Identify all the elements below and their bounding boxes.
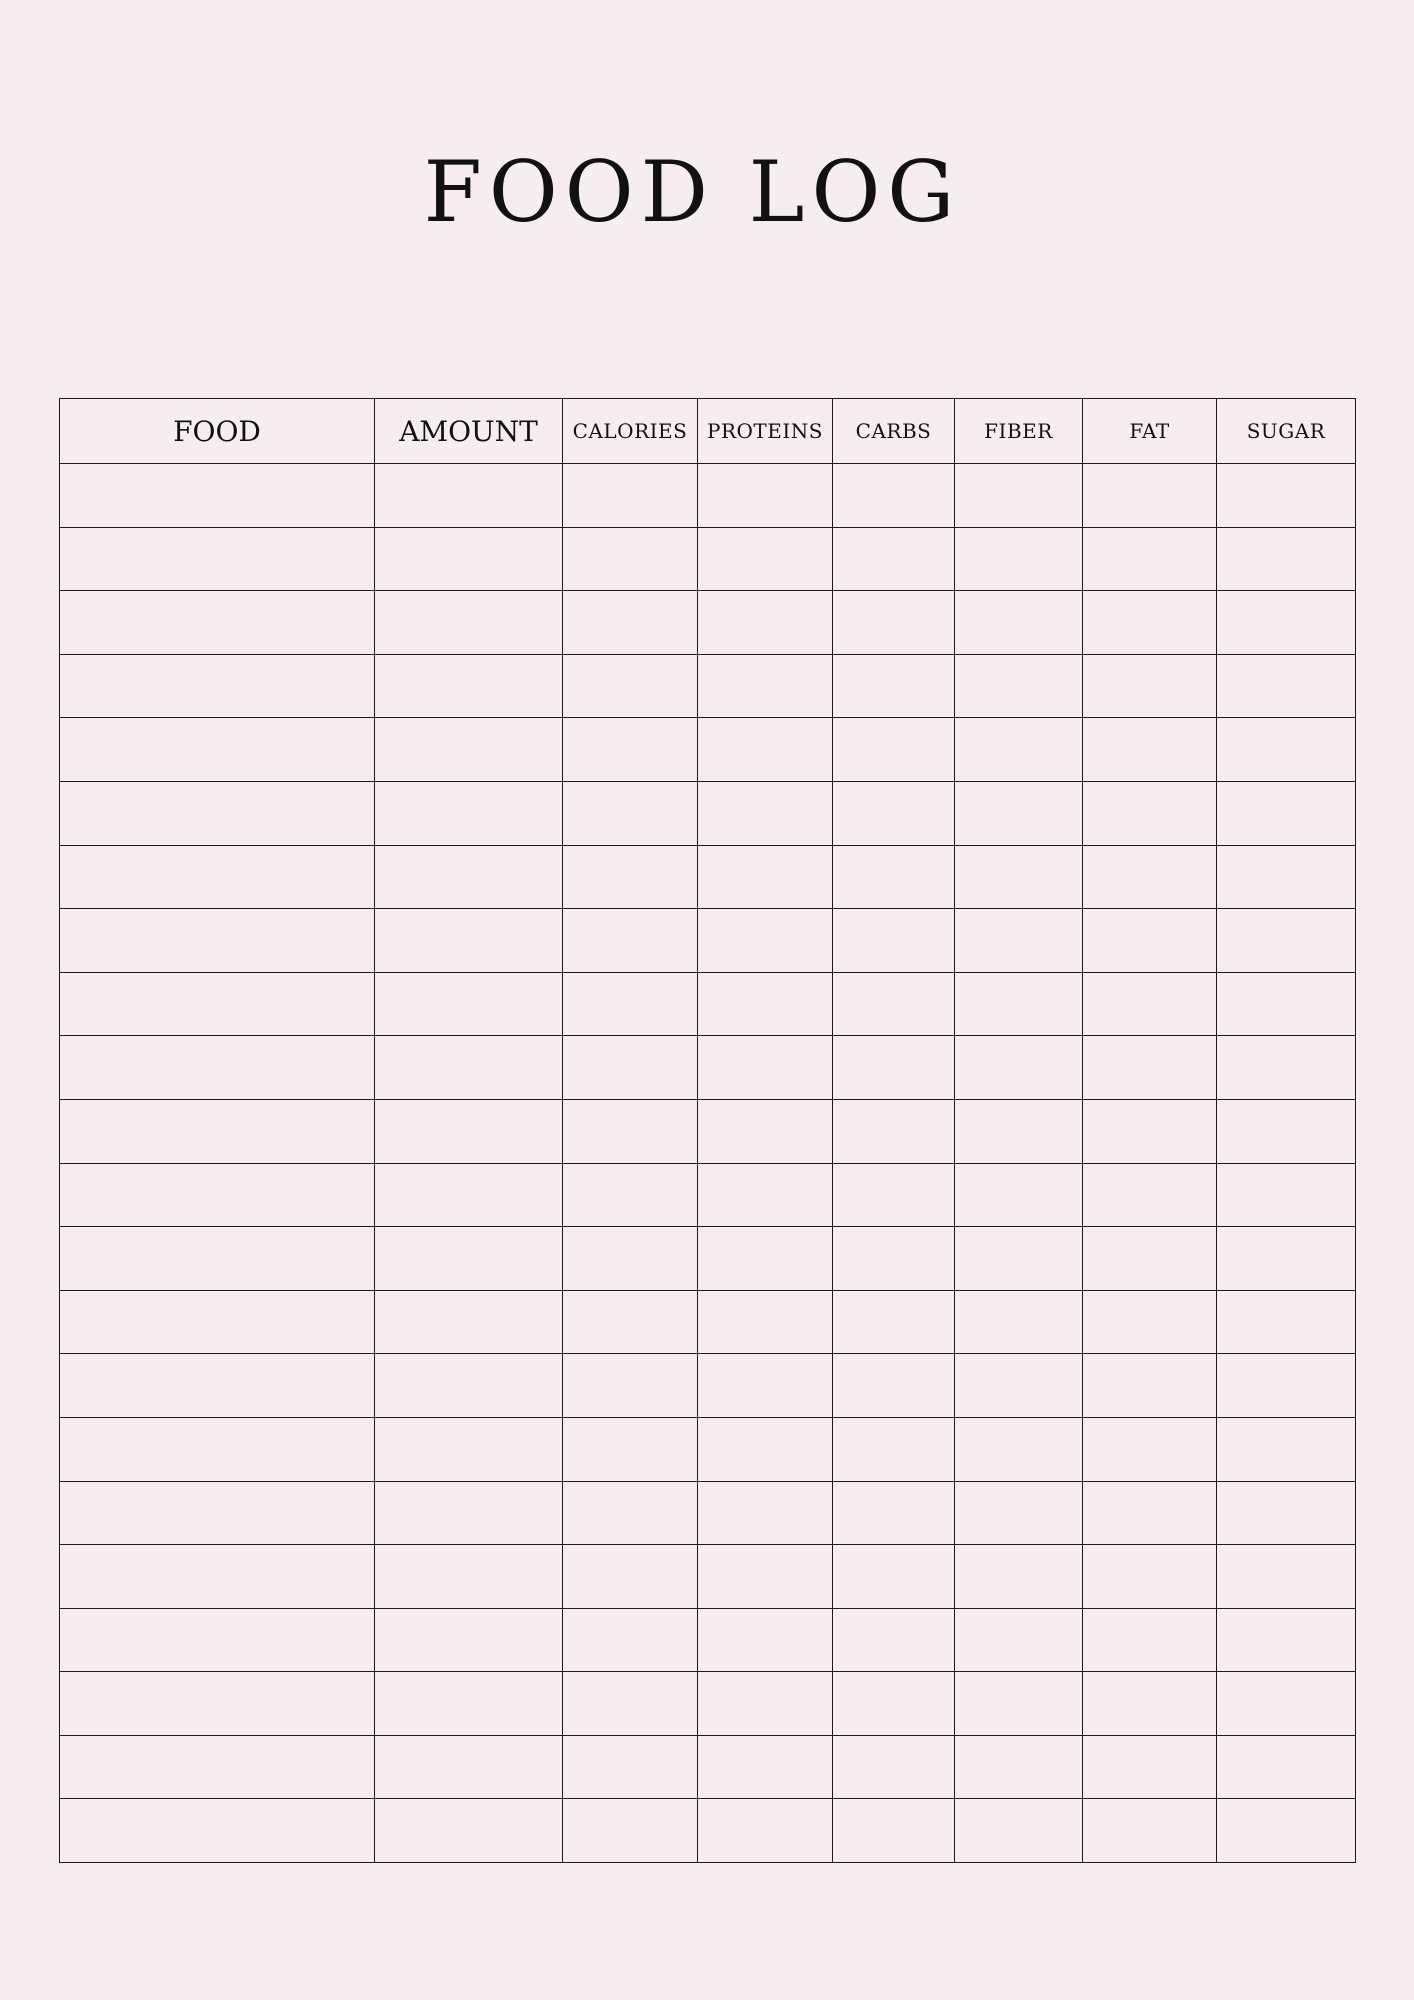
cell-sugar[interactable] xyxy=(1217,1672,1356,1736)
cell-proteins[interactable] xyxy=(698,654,833,718)
cell-carbs[interactable] xyxy=(833,1545,955,1609)
cell-carbs[interactable] xyxy=(833,1735,955,1799)
column-header-carbs: CARBS xyxy=(833,399,955,464)
cell-sugar[interactable] xyxy=(1217,1545,1356,1609)
cell-calories[interactable] xyxy=(563,845,698,909)
cell-sugar[interactable] xyxy=(1217,909,1356,973)
cell-calories[interactable] xyxy=(563,1735,698,1799)
cell-amount[interactable] xyxy=(375,781,563,845)
cell-calories[interactable] xyxy=(563,1672,698,1736)
cell-fat[interactable] xyxy=(1083,1227,1217,1291)
cell-fiber[interactable] xyxy=(955,591,1083,655)
cell-sugar[interactable] xyxy=(1217,1799,1356,1863)
cell-fat[interactable] xyxy=(1083,464,1217,528)
cell-proteins[interactable] xyxy=(698,718,833,782)
cell-food[interactable] xyxy=(60,1545,375,1609)
cell-amount[interactable] xyxy=(375,718,563,782)
cell-fiber[interactable] xyxy=(955,1735,1083,1799)
cell-food[interactable] xyxy=(60,591,375,655)
cell-amount[interactable] xyxy=(375,1608,563,1672)
cell-carbs[interactable] xyxy=(833,1672,955,1736)
cell-carbs[interactable] xyxy=(833,1417,955,1481)
cell-fiber[interactable] xyxy=(955,1799,1083,1863)
cell-amount[interactable] xyxy=(375,1354,563,1418)
cell-fiber[interactable] xyxy=(955,845,1083,909)
cell-proteins[interactable] xyxy=(698,527,833,591)
cell-calories[interactable] xyxy=(563,1036,698,1100)
cell-calories[interactable] xyxy=(563,718,698,782)
cell-fat[interactable] xyxy=(1083,1545,1217,1609)
cell-food[interactable] xyxy=(60,1799,375,1863)
cell-food[interactable] xyxy=(60,781,375,845)
table-row xyxy=(60,781,1356,845)
food-log-table xyxy=(59,398,1356,1863)
cell-fiber[interactable] xyxy=(955,527,1083,591)
cell-fiber[interactable] xyxy=(955,1290,1083,1354)
cell-fat[interactable] xyxy=(1083,1799,1217,1863)
cell-amount[interactable] xyxy=(375,1481,563,1545)
cell-sugar[interactable] xyxy=(1217,781,1356,845)
table-row xyxy=(60,1545,1356,1609)
cell-proteins[interactable] xyxy=(698,781,833,845)
cell-fat[interactable] xyxy=(1083,1099,1217,1163)
column-header-fat: FAT xyxy=(1083,399,1217,464)
cell-fiber[interactable] xyxy=(955,909,1083,973)
cell-fiber[interactable] xyxy=(955,654,1083,718)
table-row xyxy=(60,972,1356,1036)
cell-carbs[interactable] xyxy=(833,781,955,845)
cell-fiber[interactable] xyxy=(955,464,1083,528)
cell-proteins[interactable] xyxy=(698,1290,833,1354)
cell-proteins[interactable] xyxy=(698,1481,833,1545)
cell-amount[interactable] xyxy=(375,1417,563,1481)
cell-food[interactable] xyxy=(60,527,375,591)
cell-amount[interactable] xyxy=(375,1290,563,1354)
cell-fat[interactable] xyxy=(1083,591,1217,655)
cell-carbs[interactable] xyxy=(833,845,955,909)
cell-carbs[interactable] xyxy=(833,1481,955,1545)
cell-amount[interactable] xyxy=(375,1036,563,1100)
cell-carbs[interactable] xyxy=(833,1799,955,1863)
cell-calories[interactable] xyxy=(563,1799,698,1863)
cell-proteins[interactable] xyxy=(698,1099,833,1163)
cell-food[interactable] xyxy=(60,464,375,528)
cell-fat[interactable] xyxy=(1083,845,1217,909)
cell-fiber[interactable] xyxy=(955,1163,1083,1227)
cell-food[interactable] xyxy=(60,909,375,973)
cell-calories[interactable] xyxy=(563,1227,698,1291)
table-row xyxy=(60,527,1356,591)
cell-carbs[interactable] xyxy=(833,1290,955,1354)
cell-carbs[interactable] xyxy=(833,718,955,782)
cell-fiber[interactable] xyxy=(955,1227,1083,1291)
table-row xyxy=(60,654,1356,718)
cell-fat[interactable] xyxy=(1083,1290,1217,1354)
cell-sugar[interactable] xyxy=(1217,1163,1356,1227)
cell-carbs[interactable] xyxy=(833,1227,955,1291)
table-row xyxy=(60,1036,1356,1100)
cell-carbs[interactable] xyxy=(833,654,955,718)
table-row xyxy=(60,1227,1356,1291)
cell-amount[interactable] xyxy=(375,1099,563,1163)
cell-fat[interactable] xyxy=(1083,1608,1217,1672)
column-header-calories: CALORIES xyxy=(563,399,698,464)
cell-calories[interactable] xyxy=(563,972,698,1036)
cell-food[interactable] xyxy=(60,1354,375,1418)
cell-sugar[interactable] xyxy=(1217,654,1356,718)
cell-calories[interactable] xyxy=(563,781,698,845)
cell-carbs[interactable] xyxy=(833,1354,955,1418)
cell-sugar[interactable] xyxy=(1217,1036,1356,1100)
page-title: FOOD LOG xyxy=(423,143,962,241)
cell-food[interactable] xyxy=(60,654,375,718)
cell-food[interactable] xyxy=(60,1417,375,1481)
cell-food[interactable] xyxy=(60,1735,375,1799)
cell-amount[interactable] xyxy=(375,845,563,909)
cell-fat[interactable] xyxy=(1083,1036,1217,1100)
cell-amount[interactable] xyxy=(375,909,563,973)
cell-sugar[interactable] xyxy=(1217,1290,1356,1354)
cell-proteins[interactable] xyxy=(698,1672,833,1736)
cell-carbs[interactable] xyxy=(833,1036,955,1100)
cell-sugar[interactable] xyxy=(1217,718,1356,782)
cell-amount[interactable] xyxy=(375,464,563,528)
cell-calories[interactable] xyxy=(563,1481,698,1545)
table-row xyxy=(60,845,1356,909)
cell-carbs[interactable] xyxy=(833,1099,955,1163)
cell-proteins[interactable] xyxy=(698,1163,833,1227)
cell-amount[interactable] xyxy=(375,1672,563,1736)
column-header-fiber: FIBER xyxy=(955,399,1083,464)
cell-carbs[interactable] xyxy=(833,1163,955,1227)
cell-sugar[interactable] xyxy=(1217,1481,1356,1545)
cell-calories[interactable] xyxy=(563,1354,698,1418)
cell-food[interactable] xyxy=(60,1672,375,1736)
cell-proteins[interactable] xyxy=(698,1354,833,1418)
column-header-amount: AMOUNT xyxy=(375,399,563,464)
cell-food[interactable] xyxy=(60,1227,375,1291)
cell-food[interactable] xyxy=(60,1036,375,1100)
table-row xyxy=(60,1608,1356,1672)
cell-fat[interactable] xyxy=(1083,1672,1217,1736)
table-row xyxy=(60,1735,1356,1799)
table-row xyxy=(60,1417,1356,1481)
table-row xyxy=(60,1672,1356,1736)
cell-fiber[interactable] xyxy=(955,1672,1083,1736)
cell-carbs[interactable] xyxy=(833,1608,955,1672)
cell-amount[interactable] xyxy=(375,972,563,1036)
cell-fat[interactable] xyxy=(1083,909,1217,973)
cell-fiber[interactable] xyxy=(955,718,1083,782)
cell-food[interactable] xyxy=(60,845,375,909)
cell-amount[interactable] xyxy=(375,1545,563,1609)
cell-sugar[interactable] xyxy=(1217,1608,1356,1672)
cell-fiber[interactable] xyxy=(955,1036,1083,1100)
table-row xyxy=(60,718,1356,782)
cell-food[interactable] xyxy=(60,1608,375,1672)
cell-carbs[interactable] xyxy=(833,909,955,973)
cell-calories[interactable] xyxy=(563,1163,698,1227)
cell-sugar[interactable] xyxy=(1217,972,1356,1036)
header-row xyxy=(60,399,1356,464)
cell-sugar[interactable] xyxy=(1217,1099,1356,1163)
cell-proteins[interactable] xyxy=(698,1735,833,1799)
cell-amount[interactable] xyxy=(375,527,563,591)
column-header-food: FOOD xyxy=(60,399,375,464)
table-row xyxy=(60,1799,1356,1863)
cell-amount[interactable] xyxy=(375,654,563,718)
cell-calories[interactable] xyxy=(563,1545,698,1609)
cell-calories[interactable] xyxy=(563,1290,698,1354)
cell-proteins[interactable] xyxy=(698,845,833,909)
cell-calories[interactable] xyxy=(563,591,698,655)
cell-fat[interactable] xyxy=(1083,1417,1217,1481)
cell-fat[interactable] xyxy=(1083,1354,1217,1418)
cell-sugar[interactable] xyxy=(1217,1354,1356,1418)
cell-calories[interactable] xyxy=(563,464,698,528)
cell-food[interactable] xyxy=(60,1290,375,1354)
table-row xyxy=(60,464,1356,528)
cell-fiber[interactable] xyxy=(955,1354,1083,1418)
table-row xyxy=(60,1354,1356,1418)
cell-food[interactable] xyxy=(60,972,375,1036)
cell-carbs[interactable] xyxy=(833,464,955,528)
cell-sugar[interactable] xyxy=(1217,464,1356,528)
cell-food[interactable] xyxy=(60,718,375,782)
cell-fiber[interactable] xyxy=(955,1545,1083,1609)
cell-proteins[interactable] xyxy=(698,1036,833,1100)
cell-carbs[interactable] xyxy=(833,972,955,1036)
cell-calories[interactable] xyxy=(563,527,698,591)
cell-calories[interactable] xyxy=(563,909,698,973)
cell-fiber[interactable] xyxy=(955,1608,1083,1672)
cell-calories[interactable] xyxy=(563,1099,698,1163)
cell-sugar[interactable] xyxy=(1217,1227,1356,1291)
cell-sugar[interactable] xyxy=(1217,1735,1356,1799)
food-log-body xyxy=(60,464,1356,1863)
cell-calories[interactable] xyxy=(563,654,698,718)
table-row xyxy=(60,591,1356,655)
cell-fat[interactable] xyxy=(1083,718,1217,782)
table-row xyxy=(60,909,1356,973)
cell-amount[interactable] xyxy=(375,1163,563,1227)
cell-proteins[interactable] xyxy=(698,1417,833,1481)
cell-calories[interactable] xyxy=(563,1608,698,1672)
cell-proteins[interactable] xyxy=(698,1799,833,1863)
cell-proteins[interactable] xyxy=(698,909,833,973)
cell-carbs[interactable] xyxy=(833,527,955,591)
column-header-proteins: PROTEINS xyxy=(698,399,833,464)
table-row xyxy=(60,1099,1356,1163)
cell-fiber[interactable] xyxy=(955,972,1083,1036)
cell-food[interactable] xyxy=(60,1481,375,1545)
cell-fat[interactable] xyxy=(1083,1735,1217,1799)
cell-proteins[interactable] xyxy=(698,1227,833,1291)
cell-fat[interactable] xyxy=(1083,781,1217,845)
cell-fiber[interactable] xyxy=(955,781,1083,845)
cell-fat[interactable] xyxy=(1083,1481,1217,1545)
cell-fiber[interactable] xyxy=(955,1417,1083,1481)
cell-sugar[interactable] xyxy=(1217,527,1356,591)
cell-fat[interactable] xyxy=(1083,972,1217,1036)
cell-food[interactable] xyxy=(60,1099,375,1163)
cell-amount[interactable] xyxy=(375,591,563,655)
cell-fat[interactable] xyxy=(1083,654,1217,718)
cell-amount[interactable] xyxy=(375,1227,563,1291)
cell-fat[interactable] xyxy=(1083,1163,1217,1227)
cell-food[interactable] xyxy=(60,1163,375,1227)
cell-proteins[interactable] xyxy=(698,1545,833,1609)
cell-fiber[interactable] xyxy=(955,1099,1083,1163)
cell-proteins[interactable] xyxy=(698,972,833,1036)
table-row xyxy=(60,1481,1356,1545)
table-row xyxy=(60,1163,1356,1227)
cell-carbs[interactable] xyxy=(833,591,955,655)
cell-fat[interactable] xyxy=(1083,527,1217,591)
cell-fiber[interactable] xyxy=(955,1481,1083,1545)
cell-proteins[interactable] xyxy=(698,1608,833,1672)
cell-proteins[interactable] xyxy=(698,464,833,528)
table-row xyxy=(60,1290,1356,1354)
cell-sugar[interactable] xyxy=(1217,1417,1356,1481)
cell-proteins[interactable] xyxy=(698,591,833,655)
cell-amount[interactable] xyxy=(375,1735,563,1799)
cell-amount[interactable] xyxy=(375,1799,563,1863)
column-header-sugar: SUGAR xyxy=(1217,399,1356,464)
cell-calories[interactable] xyxy=(563,1417,698,1481)
cell-sugar[interactable] xyxy=(1217,845,1356,909)
cell-sugar[interactable] xyxy=(1217,591,1356,655)
